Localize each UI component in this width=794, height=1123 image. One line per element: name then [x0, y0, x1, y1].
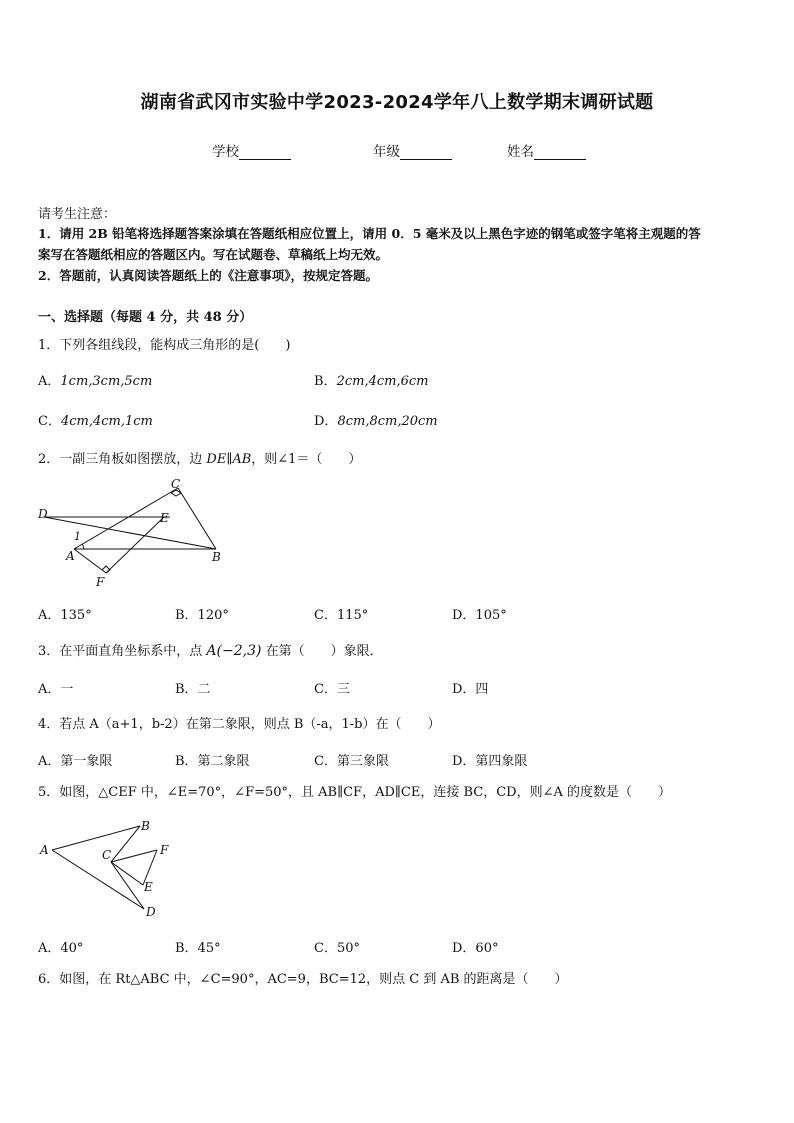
q2-line-DB: [44, 517, 216, 549]
q4-option-b[interactable]: B．第二象限: [175, 754, 250, 769]
q3-option-b[interactable]: B．二: [175, 682, 211, 697]
q2-label-D: D: [38, 507, 48, 521]
school-field: [212, 140, 291, 160]
q5-figure: [36, 816, 176, 924]
q5-stem: 5．如图，△CEF 中，∠E=70°，∠F=50°，且 AB∥CF，AD∥CE，连接 BC，CD，则∠A 的度数是（ ）: [38, 785, 671, 800]
q2-stem-pre: 2．一副三角板如图摆放，边: [38, 452, 207, 467]
q2-stem: [38, 448, 361, 467]
q5-line-BC: [111, 826, 140, 862]
school-label: 学校: [212, 144, 239, 160]
q3-stem-pre: 3．在平面直角坐标系中，点: [38, 644, 207, 659]
q2-option-b[interactable]: B．120°: [175, 608, 229, 623]
q2-right-angle-F: [102, 566, 110, 573]
grade-label: 年级: [373, 144, 400, 160]
q5-label-F: F: [160, 843, 169, 857]
notice-item2: 2．答题前，认真阅读答题纸上的《注意事项》，按规定答题。: [38, 268, 378, 283]
q3-stem-math: A(−2,3): [206, 643, 262, 659]
q1-b-label: B．: [314, 374, 337, 389]
q5-label-E: E: [144, 880, 153, 894]
q4-option-c[interactable]: C．第三象限: [314, 754, 389, 769]
q1-d-label: D．: [314, 414, 338, 429]
q3-option-c[interactable]: C．三: [314, 682, 350, 697]
q5-option-a[interactable]: A．40°: [38, 941, 84, 956]
q2-label-F: F: [96, 575, 105, 589]
q3-option-d[interactable]: D．四: [452, 682, 489, 697]
q1-c-text: 4cm,4cm,1cm: [60, 414, 153, 429]
q5-line-CF: [111, 850, 157, 862]
q5-option-c[interactable]: C．50°: [314, 941, 360, 956]
notice-item1-line1: 1．请用 2B 铅笔将选择题答案涂填在答题纸相应位置上，请用 0．5 毫米及以上黑色字迹的钢笔或签字笔将主观题的答: [38, 226, 701, 241]
grade-field: [373, 140, 452, 160]
name-label: 姓名: [507, 144, 534, 160]
name-field: [507, 140, 586, 160]
q2-label-A: A: [66, 549, 75, 563]
q5-line-AD: [52, 850, 144, 909]
q4-stem: 4．若点 A（a+1，b-2）在第二象限，则点 B（-a，1-b）在（ ）: [38, 717, 441, 732]
q2-label-B: B: [212, 550, 221, 564]
q2-label-C: C: [171, 477, 181, 491]
grade-blank[interactable]: [400, 145, 452, 160]
notice-item1-line2: 案写在答题纸相应的答题区内。写在试题卷、草稿纸上均无效。: [38, 247, 389, 262]
q1-option-a[interactable]: [38, 370, 152, 389]
q5-label-C: C: [102, 848, 112, 862]
q3-option-a[interactable]: A．一: [38, 682, 74, 697]
q1-stem: 1．下列各组线段，能构成三角形的是( ): [38, 338, 291, 353]
q2-figure: [30, 474, 240, 592]
section-heading: 一、选择题（每题 4 分，共 48 分）: [38, 310, 253, 325]
q2-label-E: E: [160, 511, 169, 525]
q3-stem-post: 在第（ ）象限．: [261, 644, 383, 659]
q5-label-A: A: [40, 843, 49, 857]
exam-title: 湖南省武冈市实验中学2023-2024学年八上数学期末调研试题: [140, 92, 654, 113]
q5-line-CD: [111, 862, 144, 909]
q1-a-text: 1cm,3cm,5cm: [60, 374, 153, 389]
q4-option-d[interactable]: D．第四象限: [452, 754, 528, 769]
q1-option-d[interactable]: [314, 410, 438, 429]
q2-stem-post: ，则∠1＝（ ）: [251, 452, 362, 467]
q2-angle-1-arc: [82, 544, 84, 549]
q6-stem: 6．如图，在 Rt△ABC 中，∠C=90°，AC=9，BC=12，则点 C 到 AB 的距离是（ ）: [38, 972, 568, 987]
q1-c-label: C．: [38, 414, 61, 429]
q5-line-AB: [52, 826, 140, 850]
q4-option-a[interactable]: A．第一象限: [38, 754, 113, 769]
q1-a-label: A．: [38, 374, 61, 389]
name-blank[interactable]: [534, 145, 586, 160]
q2-option-c[interactable]: C．115°: [314, 608, 369, 623]
q5-line-CE: [111, 862, 143, 885]
q5-label-B: B: [141, 819, 150, 833]
q1-option-c[interactable]: [38, 410, 153, 429]
q5-option-b[interactable]: B．45°: [175, 941, 221, 956]
q5-option-d[interactable]: D．60°: [452, 941, 499, 956]
q2-label-1: 1: [74, 530, 81, 543]
q2-option-d[interactable]: D．105°: [452, 608, 507, 623]
q3-stem: [38, 640, 383, 659]
q1-option-b[interactable]: [314, 370, 428, 389]
q2-line-AF: [74, 549, 106, 573]
q2-option-a[interactable]: A．135°: [38, 608, 92, 623]
q2-stem-math: DE∥AB: [206, 452, 252, 467]
q1-b-text: 2cm,4cm,6cm: [336, 374, 429, 389]
q5-label-D: D: [146, 905, 156, 919]
q1-d-text: 8cm,8cm,20cm: [337, 414, 438, 429]
notice-heading: 请考生注意：: [38, 207, 117, 222]
school-blank[interactable]: [239, 145, 291, 160]
q2-line-CB: [178, 488, 216, 549]
